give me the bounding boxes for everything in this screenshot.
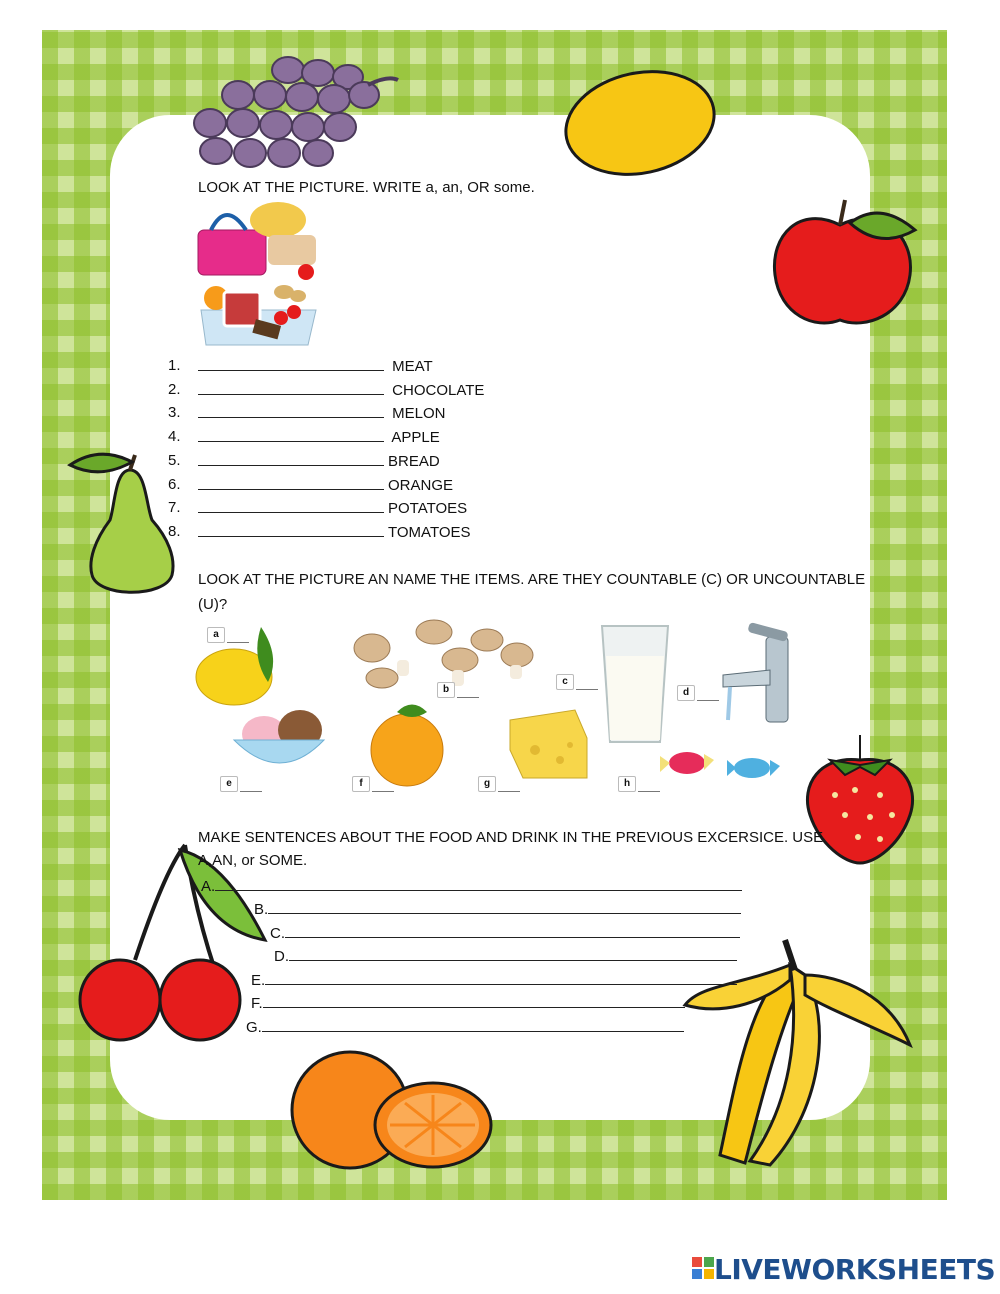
sentence-blank[interactable] [268, 899, 741, 914]
item-number: 8. [168, 523, 181, 540]
sentence-letter: D. [274, 948, 289, 965]
milk-glass-icon [600, 624, 670, 744]
liveworksheets-logo [692, 1252, 995, 1286]
item-label-b: b [437, 682, 455, 698]
item-label-f: f [352, 776, 370, 792]
sentence-blank[interactable] [215, 876, 742, 891]
ice-cream-icon [232, 708, 327, 778]
list-item [198, 451, 440, 472]
item-word: ORANGE [388, 477, 454, 494]
sweets-icon [652, 738, 794, 793]
list-item [198, 498, 467, 519]
item-word: MELON [388, 405, 446, 422]
item-number: 2. [168, 381, 181, 398]
item-label-d: d [677, 685, 695, 701]
list-item [198, 356, 433, 377]
item-number: 4. [168, 428, 181, 445]
item-number: 1. [168, 357, 181, 374]
item-word: APPLE [388, 429, 440, 446]
logo-text: LIVEWORKSHEETS [714, 1252, 996, 1286]
answer-blank[interactable] [198, 356, 384, 371]
apple-icon [770, 195, 920, 335]
item-label-e: e [220, 776, 238, 792]
section2-instruction-line2: (U)? [198, 596, 228, 613]
sentence-row [270, 923, 740, 944]
section3-instruction-line1: MAKE SENTENCES ABOUT THE FOOD AND DRINK IN THE PREVIOUS EXCERSICE. USE [198, 829, 824, 846]
grapes-icon [188, 55, 403, 175]
orange-icon [285, 1045, 505, 1170]
answer-blank[interactable] [227, 642, 249, 643]
answer-blank[interactable] [198, 522, 384, 537]
answer-blank[interactable] [576, 689, 598, 690]
item-label-a: a [207, 627, 225, 643]
sentence-blank[interactable] [265, 970, 737, 985]
answer-blank[interactable] [372, 791, 394, 792]
tap-icon [718, 625, 798, 725]
sentence-blank[interactable] [263, 993, 685, 1008]
answer-blank[interactable] [198, 427, 384, 442]
sentence-blank[interactable] [289, 946, 737, 961]
item-number: 7. [168, 499, 181, 516]
sentence-letter: G. [246, 1019, 262, 1036]
item-number: 6. [168, 476, 181, 493]
sentence-letter: C. [270, 925, 285, 942]
item-word: BREAD [388, 453, 440, 470]
list-item [198, 522, 471, 543]
item-word: MEAT [388, 358, 433, 375]
sentence-letter: B. [254, 901, 269, 918]
sentence-row [246, 1017, 684, 1038]
sentence-row [251, 993, 685, 1014]
sentence-row [274, 946, 737, 967]
item-label-c: c [556, 674, 574, 690]
sentence-row [251, 970, 737, 991]
section1-instruction: LOOK AT THE PICTURE. WRITE a, an, OR some. [198, 179, 535, 196]
list-item [198, 403, 446, 424]
sentence-row [254, 899, 741, 920]
answer-blank[interactable] [638, 791, 660, 792]
item-label-g: g [478, 776, 496, 792]
sentence-letter: F. [251, 995, 263, 1012]
answer-blank[interactable] [697, 700, 719, 701]
answer-blank[interactable] [457, 697, 479, 698]
sentence-blank[interactable] [262, 1017, 684, 1032]
section3-instruction-line2: A,AN, or SOME. [198, 852, 308, 869]
orange-item-icon [362, 702, 452, 787]
answer-blank[interactable] [198, 451, 384, 466]
logo-icon [692, 1257, 714, 1281]
section2-instruction-line1: LOOK AT THE PICTURE AN NAME THE ITEMS. ARE THEY COUNTABLE (C) OR UNCOUNTABLE [198, 571, 866, 588]
list-item [198, 475, 453, 496]
item-label-h: h [618, 776, 636, 792]
item-word: TOMATOES [388, 524, 471, 541]
lemon-icon [560, 68, 720, 178]
sentence-letter: E. [251, 972, 266, 989]
mushrooms-icon [352, 620, 537, 690]
item-word: POTATOES [388, 500, 468, 517]
answer-blank[interactable] [198, 475, 384, 490]
item-number: 5. [168, 452, 181, 469]
list-item [198, 427, 440, 448]
list-item [198, 380, 484, 401]
answer-blank[interactable] [198, 380, 384, 395]
item-word: CHOCOLATE [388, 382, 485, 399]
sentence-blank[interactable] [285, 923, 740, 938]
cheese-icon [505, 710, 590, 780]
sentence-letter: A. [201, 878, 216, 895]
answer-blank[interactable] [498, 791, 520, 792]
item-number: 3. [168, 404, 181, 421]
answer-blank[interactable] [240, 791, 262, 792]
groceries-icon [196, 200, 321, 355]
answer-blank[interactable] [198, 498, 384, 513]
sentence-row [201, 876, 742, 897]
answer-blank[interactable] [198, 403, 384, 418]
